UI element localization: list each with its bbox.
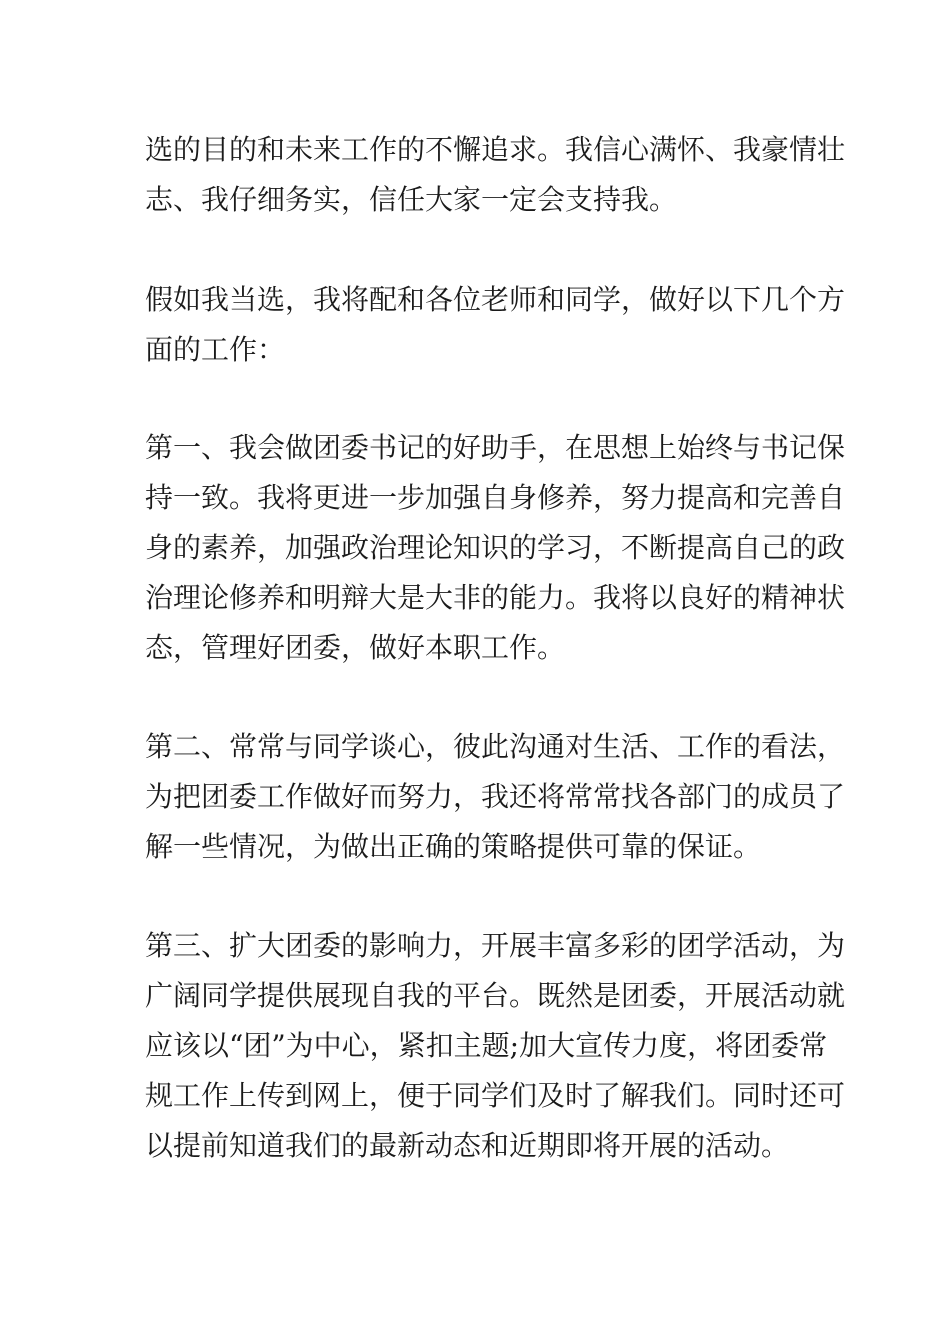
paragraph-5-line-2: 广阔同学提供展现自我的平台。既然是团委，开展活动就	[145, 979, 846, 1012]
paragraph-5-line-1: 第三、扩大团委的影响力，开展丰富多彩的团学活动，为	[145, 929, 846, 962]
paragraph-3-line-1: 第一、我会做团委书记的好助手，在思想上始终与书记保	[145, 431, 846, 464]
paragraph-4-line-1: 第二、常常与同学谈心，彼此沟通对生活、工作的看法，	[145, 730, 846, 763]
paragraph-3-line-5: 态，管理好团委，做好本职工作。	[145, 631, 566, 664]
paragraph-2-line-1: 假如我当选，我将配和各位老师和同学，做好以下几个方	[145, 283, 846, 316]
paragraph-5-line-4: 规工作上传到网上，便于同学们及时了解我们。同时还可	[145, 1079, 846, 1112]
paragraph-4-line-2: 为把团委工作做好而努力，我还将常常找各部门的成员了	[145, 780, 846, 813]
paragraph-3-line-4: 治理论修养和明辩大是大非的能力。我将以良好的精神状	[145, 581, 846, 614]
paragraph-1-line-2: 志、我仔细务实，信任大家一定会支持我。	[145, 183, 678, 216]
paragraph-3-line-2: 持一致。我将更进一步加强自身修养，努力提高和完善自	[145, 481, 846, 514]
paragraph-3-line-3: 身的素养，加强政治理论知识的学习，不断提高自己的政	[145, 531, 846, 564]
paragraph-4-line-3: 解一些情况，为做出正确的策略提供可靠的保证。	[145, 830, 762, 863]
paragraph-1-line-1: 选的目的和未来工作的不懈追求。我信心满怀、我豪情壮	[145, 133, 846, 166]
paragraph-2-line-2: 面的工作：	[145, 333, 286, 366]
paragraph-5-line-5: 以提前知道我们的最新动态和近期即将开展的活动。	[145, 1129, 790, 1162]
paragraph-5-line-3: 应该以“团”为中心，紧扣主题;加大宣传力度，将团委常	[145, 1029, 828, 1062]
